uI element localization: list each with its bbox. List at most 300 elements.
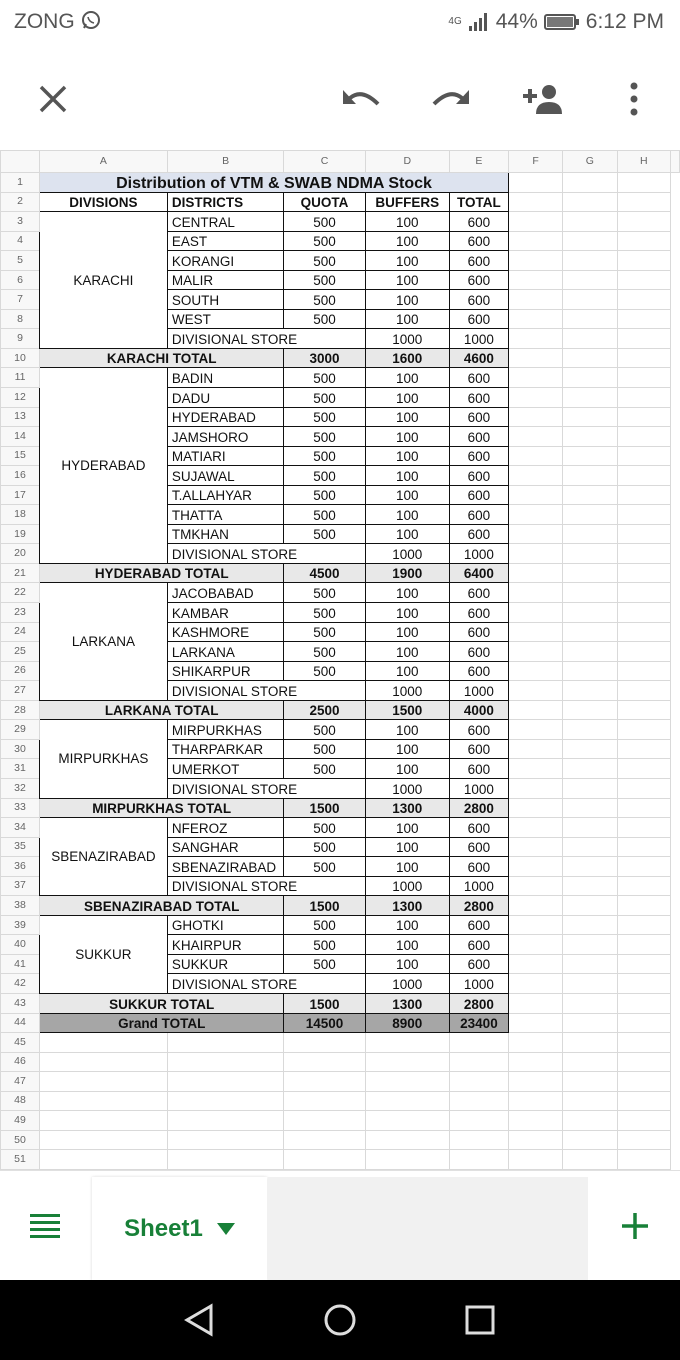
cell[interactable]	[563, 251, 617, 271]
cell[interactable]	[617, 251, 671, 271]
cell[interactable]	[40, 1052, 168, 1072]
cell[interactable]	[617, 720, 671, 740]
buffers-cell[interactable]: 100	[365, 818, 449, 838]
cell[interactable]	[508, 622, 562, 642]
row-number[interactable]: 34	[1, 818, 40, 838]
total-cell[interactable]: 600	[449, 915, 508, 935]
cell[interactable]	[617, 935, 671, 955]
grand-total[interactable]: 23400	[449, 1013, 508, 1033]
quota-cell[interactable]: 500	[284, 603, 365, 623]
cell[interactable]	[508, 231, 562, 251]
cell[interactable]	[563, 1130, 617, 1150]
row-number[interactable]: 18	[1, 505, 40, 525]
row-number[interactable]: 40	[1, 935, 40, 955]
total-cell[interactable]: 600	[449, 466, 508, 486]
total-cell[interactable]: 600	[449, 485, 508, 505]
quota-cell[interactable]: 500	[284, 954, 365, 974]
sheet-title[interactable]: Distribution of VTM & SWAB NDMA Stock	[40, 173, 509, 193]
cell[interactable]	[508, 505, 562, 525]
cell[interactable]	[508, 700, 562, 720]
row-number[interactable]: 4	[1, 231, 40, 251]
cell[interactable]	[617, 583, 671, 603]
cell[interactable]	[167, 1072, 284, 1092]
division-total-label[interactable]: KARACHI TOTAL	[40, 348, 284, 368]
cell[interactable]	[508, 876, 562, 896]
cell[interactable]	[508, 642, 562, 662]
spreadsheet-grid[interactable]	[0, 150, 680, 1170]
total-cell[interactable]: 600	[449, 505, 508, 525]
buffers-cell[interactable]: 100	[365, 857, 449, 877]
buffers-cell[interactable]: 100	[365, 915, 449, 935]
quota-cell[interactable]: 500	[284, 231, 365, 251]
cell[interactable]	[617, 896, 671, 916]
dropdown-arrow-icon[interactable]	[217, 1223, 235, 1235]
cell[interactable]	[563, 642, 617, 662]
cell[interactable]	[617, 1130, 671, 1150]
division-total-label[interactable]: SUKKUR TOTAL	[40, 993, 284, 1013]
cell[interactable]	[617, 212, 671, 232]
cell[interactable]	[508, 1150, 562, 1170]
buffers-cell[interactable]: 100	[365, 309, 449, 329]
cell[interactable]	[508, 544, 562, 564]
column-header[interactable]: H	[617, 151, 671, 173]
cell[interactable]	[563, 388, 617, 408]
district-cell[interactable]: CENTRAL	[167, 212, 284, 232]
cell[interactable]	[563, 583, 617, 603]
total-cell[interactable]: 600	[449, 388, 508, 408]
header-cell[interactable]: TOTAL	[449, 192, 508, 212]
grand-buffers[interactable]: 8900	[365, 1013, 449, 1033]
cell[interactable]	[617, 818, 671, 838]
cell[interactable]	[617, 993, 671, 1013]
cell[interactable]	[563, 935, 617, 955]
row-number[interactable]: 37	[1, 876, 40, 896]
buffers-cell[interactable]: 100	[365, 290, 449, 310]
more-options-button[interactable]	[611, 76, 657, 122]
row-number[interactable]: 21	[1, 563, 40, 583]
cell[interactable]	[563, 974, 617, 994]
cell[interactable]	[508, 739, 562, 759]
cell[interactable]	[563, 1111, 617, 1131]
cell[interactable]	[617, 1013, 671, 1033]
sheets-menu-button[interactable]	[0, 1171, 90, 1281]
cell[interactable]	[508, 329, 562, 349]
cell[interactable]	[508, 583, 562, 603]
row-number[interactable]: 15	[1, 446, 40, 466]
district-cell[interactable]: SUJAWAL	[167, 466, 284, 486]
row-number[interactable]: 14	[1, 427, 40, 447]
buffers-cell[interactable]: 100	[365, 485, 449, 505]
row-number[interactable]: 29	[1, 720, 40, 740]
cell[interactable]	[508, 173, 562, 193]
row-number[interactable]: 35	[1, 837, 40, 857]
buffers-total[interactable]: 1300	[365, 896, 449, 916]
buffers-cell[interactable]: 1000	[365, 876, 449, 896]
cell[interactable]	[617, 290, 671, 310]
quota-total[interactable]: 4500	[284, 563, 365, 583]
quota-total[interactable]: 1500	[284, 896, 365, 916]
quota-cell[interactable]: 500	[284, 583, 365, 603]
cell[interactable]	[365, 1111, 449, 1131]
row-number[interactable]: 47	[1, 1072, 40, 1092]
undo-button[interactable]	[338, 76, 384, 122]
cell[interactable]	[563, 427, 617, 447]
cell[interactable]	[508, 603, 562, 623]
total-cell[interactable]: 600	[449, 251, 508, 271]
cell[interactable]	[617, 915, 671, 935]
row-number[interactable]: 17	[1, 485, 40, 505]
cell[interactable]	[617, 759, 671, 779]
cell[interactable]	[449, 1130, 508, 1150]
cell[interactable]	[508, 759, 562, 779]
cell[interactable]	[508, 348, 562, 368]
column-header[interactable]: A	[40, 151, 168, 173]
buffers-cell[interactable]: 100	[365, 466, 449, 486]
row-number[interactable]: 19	[1, 524, 40, 544]
cell[interactable]	[284, 1091, 365, 1111]
district-cell[interactable]: TMKHAN	[167, 524, 284, 544]
quota-total[interactable]: 2500	[284, 700, 365, 720]
buffers-total[interactable]: 1300	[365, 993, 449, 1013]
cell[interactable]	[508, 388, 562, 408]
row-number[interactable]: 48	[1, 1091, 40, 1111]
cell[interactable]	[508, 837, 562, 857]
district-cell[interactable]: JACOBABAD	[167, 583, 284, 603]
redo-button[interactable]	[428, 76, 474, 122]
division-cell[interactable]: SUKKUR	[40, 915, 168, 993]
quota-cell[interactable]: 500	[284, 270, 365, 290]
quota-cell[interactable]: 500	[284, 290, 365, 310]
column-header[interactable]	[671, 151, 680, 173]
buffers-cell[interactable]: 100	[365, 251, 449, 271]
row-number[interactable]: 28	[1, 700, 40, 720]
cell[interactable]	[508, 896, 562, 916]
cell[interactable]	[563, 603, 617, 623]
row-number[interactable]: 32	[1, 778, 40, 798]
grand-cell-total[interactable]: 4000	[449, 700, 508, 720]
district-cell[interactable]: SUKKUR	[167, 954, 284, 974]
cell[interactable]	[508, 798, 562, 818]
district-cell[interactable]: SBENAZIRABAD	[167, 857, 284, 877]
cell[interactable]	[167, 1033, 284, 1053]
division-total-label[interactable]: MIRPURKHAS TOTAL	[40, 798, 284, 818]
total-cell[interactable]: 600	[449, 427, 508, 447]
cell[interactable]	[508, 681, 562, 701]
row-number[interactable]: 20	[1, 544, 40, 564]
total-cell[interactable]: 600	[449, 603, 508, 623]
cell[interactable]	[563, 466, 617, 486]
cell[interactable]	[284, 1150, 365, 1170]
district-cell[interactable]: MATIARI	[167, 446, 284, 466]
district-cell[interactable]: KHAIRPUR	[167, 935, 284, 955]
cell[interactable]	[449, 1150, 508, 1170]
cell[interactable]	[563, 329, 617, 349]
header-cell[interactable]: DIVISIONS	[40, 192, 168, 212]
buffers-cell[interactable]: 100	[365, 720, 449, 740]
row-number[interactable]: 23	[1, 603, 40, 623]
row-number[interactable]: 46	[1, 1052, 40, 1072]
quota-cell[interactable]: 500	[284, 368, 365, 388]
total-cell[interactable]: 1000	[449, 778, 508, 798]
cell[interactable]	[508, 778, 562, 798]
cell[interactable]	[563, 837, 617, 857]
row-number[interactable]: 5	[1, 251, 40, 271]
cell[interactable]	[617, 603, 671, 623]
row-number[interactable]: 39	[1, 915, 40, 935]
cell[interactable]	[508, 563, 562, 583]
quota-cell[interactable]: 500	[284, 407, 365, 427]
cell[interactable]	[365, 1091, 449, 1111]
cell[interactable]	[508, 212, 562, 232]
buffers-cell[interactable]: 1000	[365, 681, 449, 701]
header-cell[interactable]: DISTRICTS	[167, 192, 284, 212]
cell[interactable]	[167, 1130, 284, 1150]
division-cell[interactable]: KARACHI	[40, 212, 168, 349]
buffers-cell[interactable]: 100	[365, 212, 449, 232]
quota-cell[interactable]: 500	[284, 661, 365, 681]
cell[interactable]	[563, 270, 617, 290]
quota-cell[interactable]: 500	[284, 524, 365, 544]
cell[interactable]	[508, 466, 562, 486]
back-icon[interactable]	[183, 1303, 217, 1337]
buffers-cell[interactable]: 100	[365, 427, 449, 447]
row-number[interactable]: 30	[1, 739, 40, 759]
cell[interactable]	[563, 739, 617, 759]
total-cell[interactable]: 600	[449, 720, 508, 740]
cell[interactable]	[617, 524, 671, 544]
quota-cell[interactable]: 500	[284, 739, 365, 759]
cell[interactable]	[508, 818, 562, 838]
district-cell[interactable]: DIVISIONAL STORE	[167, 778, 365, 798]
buffers-cell[interactable]: 1000	[365, 778, 449, 798]
row-number[interactable]: 45	[1, 1033, 40, 1053]
buffers-cell[interactable]: 100	[365, 837, 449, 857]
cell[interactable]	[617, 1150, 671, 1170]
district-cell[interactable]: GHOTKI	[167, 915, 284, 935]
cell[interactable]	[563, 759, 617, 779]
cell[interactable]	[617, 348, 671, 368]
column-header[interactable]: G	[563, 151, 617, 173]
cell[interactable]	[617, 622, 671, 642]
row-number[interactable]: 51	[1, 1150, 40, 1170]
buffers-cell[interactable]: 100	[365, 739, 449, 759]
total-cell[interactable]: 600	[449, 935, 508, 955]
buffers-cell[interactable]: 100	[365, 524, 449, 544]
cell[interactable]	[563, 954, 617, 974]
row-number[interactable]: 25	[1, 642, 40, 662]
cell[interactable]	[40, 1091, 168, 1111]
total-cell[interactable]: 600	[449, 759, 508, 779]
cell[interactable]	[284, 1072, 365, 1092]
cell[interactable]	[508, 251, 562, 271]
row-number[interactable]: 9	[1, 329, 40, 349]
total-cell[interactable]: 1000	[449, 681, 508, 701]
district-cell[interactable]: LARKANA	[167, 642, 284, 662]
grand-cell-total[interactable]: 2800	[449, 798, 508, 818]
cell[interactable]	[563, 915, 617, 935]
cell[interactable]	[563, 407, 617, 427]
cell[interactable]	[508, 857, 562, 877]
cell[interactable]	[617, 329, 671, 349]
column-header[interactable]: D	[365, 151, 449, 173]
district-cell[interactable]: JAMSHORO	[167, 427, 284, 447]
cell[interactable]	[563, 661, 617, 681]
cell[interactable]	[617, 876, 671, 896]
cell[interactable]	[563, 290, 617, 310]
row-number[interactable]: 27	[1, 681, 40, 701]
row-number[interactable]: 11	[1, 368, 40, 388]
cell[interactable]	[617, 388, 671, 408]
district-cell[interactable]: THARPARKAR	[167, 739, 284, 759]
cell[interactable]	[167, 1111, 284, 1131]
cell[interactable]	[508, 661, 562, 681]
cell[interactable]	[563, 857, 617, 877]
row-number[interactable]: 26	[1, 661, 40, 681]
cell[interactable]	[563, 798, 617, 818]
cell[interactable]	[617, 798, 671, 818]
row-number[interactable]: 42	[1, 974, 40, 994]
cell[interactable]	[563, 700, 617, 720]
grand-quota[interactable]: 14500	[284, 1013, 365, 1033]
cell[interactable]	[508, 1111, 562, 1131]
cell[interactable]	[508, 485, 562, 505]
row-number[interactable]: 33	[1, 798, 40, 818]
cell[interactable]	[365, 1150, 449, 1170]
district-cell[interactable]: NFEROZ	[167, 818, 284, 838]
row-number[interactable]: 3	[1, 212, 40, 232]
buffers-cell[interactable]: 100	[365, 603, 449, 623]
quota-cell[interactable]: 500	[284, 759, 365, 779]
district-cell[interactable]: SHIKARPUR	[167, 661, 284, 681]
total-cell[interactable]: 1000	[449, 329, 508, 349]
cell[interactable]	[508, 407, 562, 427]
cell[interactable]	[617, 739, 671, 759]
cell[interactable]	[508, 915, 562, 935]
cell[interactable]	[563, 681, 617, 701]
cell[interactable]	[617, 661, 671, 681]
cell[interactable]	[563, 993, 617, 1013]
cell[interactable]	[508, 974, 562, 994]
total-cell[interactable]: 1000	[449, 974, 508, 994]
cell[interactable]	[508, 720, 562, 740]
total-cell[interactable]: 600	[449, 212, 508, 232]
row-number[interactable]: 22	[1, 583, 40, 603]
total-cell[interactable]: 600	[449, 407, 508, 427]
cell[interactable]	[365, 1052, 449, 1072]
quota-cell[interactable]: 500	[284, 720, 365, 740]
grand-cell-total[interactable]: 4600	[449, 348, 508, 368]
cell[interactable]	[563, 1052, 617, 1072]
district-cell[interactable]: DIVISIONAL STORE	[167, 876, 365, 896]
cell[interactable]	[508, 935, 562, 955]
total-cell[interactable]: 600	[449, 290, 508, 310]
cell[interactable]	[617, 466, 671, 486]
total-cell[interactable]: 600	[449, 231, 508, 251]
buffers-cell[interactable]: 100	[365, 446, 449, 466]
add-sheet-button[interactable]	[590, 1171, 680, 1281]
district-cell[interactable]: MALIR	[167, 270, 284, 290]
cell[interactable]	[617, 837, 671, 857]
cell[interactable]	[284, 1033, 365, 1053]
row-number[interactable]: 24	[1, 622, 40, 642]
cell[interactable]	[617, 1072, 671, 1092]
cell[interactable]	[617, 270, 671, 290]
row-number[interactable]: 8	[1, 309, 40, 329]
buffers-cell[interactable]: 100	[365, 642, 449, 662]
cell[interactable]	[617, 778, 671, 798]
cell[interactable]	[563, 192, 617, 212]
division-cell[interactable]: HYDERABAD	[40, 368, 168, 563]
buffers-cell[interactable]: 100	[365, 583, 449, 603]
cell[interactable]	[563, 1033, 617, 1053]
grand-cell-total[interactable]: 6400	[449, 563, 508, 583]
district-cell[interactable]: T.ALLAHYAR	[167, 485, 284, 505]
division-cell[interactable]: LARKANA	[40, 583, 168, 700]
buffers-cell[interactable]: 1000	[365, 329, 449, 349]
quota-cell[interactable]: 500	[284, 485, 365, 505]
cell[interactable]	[563, 173, 617, 193]
division-cell[interactable]: MIRPURKHAS	[40, 720, 168, 798]
cell[interactable]	[365, 1033, 449, 1053]
total-cell[interactable]: 600	[449, 622, 508, 642]
quota-total[interactable]: 1500	[284, 798, 365, 818]
division-total-label[interactable]: LARKANA TOTAL	[40, 700, 284, 720]
cell[interactable]	[508, 993, 562, 1013]
grand-cell-total[interactable]: 2800	[449, 993, 508, 1013]
row-number[interactable]: 13	[1, 407, 40, 427]
cell[interactable]	[167, 1052, 284, 1072]
district-cell[interactable]: KAMBAR	[167, 603, 284, 623]
cell[interactable]	[617, 505, 671, 525]
cell[interactable]	[563, 446, 617, 466]
cell[interactable]	[563, 622, 617, 642]
buffers-cell[interactable]: 100	[365, 231, 449, 251]
row-number[interactable]: 36	[1, 857, 40, 877]
column-header[interactable]: E	[449, 151, 508, 173]
cell[interactable]	[563, 309, 617, 329]
cell[interactable]	[617, 954, 671, 974]
cell[interactable]	[508, 427, 562, 447]
row-number[interactable]: 50	[1, 1130, 40, 1150]
cell[interactable]	[508, 270, 562, 290]
district-cell[interactable]: DIVISIONAL STORE	[167, 329, 365, 349]
cell[interactable]	[508, 368, 562, 388]
cell[interactable]	[40, 1033, 168, 1053]
total-cell[interactable]: 600	[449, 270, 508, 290]
buffers-cell[interactable]: 100	[365, 407, 449, 427]
quota-cell[interactable]: 500	[284, 935, 365, 955]
cell[interactable]	[508, 1052, 562, 1072]
quota-cell[interactable]: 500	[284, 915, 365, 935]
cell[interactable]	[563, 368, 617, 388]
buffers-cell[interactable]: 1000	[365, 974, 449, 994]
cell[interactable]	[508, 1072, 562, 1092]
cell[interactable]	[563, 544, 617, 564]
cell[interactable]	[449, 1052, 508, 1072]
column-header[interactable]: B	[167, 151, 284, 173]
total-cell[interactable]: 600	[449, 661, 508, 681]
total-cell[interactable]: 600	[449, 446, 508, 466]
cell[interactable]	[449, 1033, 508, 1053]
total-cell[interactable]: 600	[449, 642, 508, 662]
row-number[interactable]: 43	[1, 993, 40, 1013]
cell[interactable]	[508, 954, 562, 974]
cell[interactable]	[617, 1111, 671, 1131]
cell[interactable]	[508, 290, 562, 310]
cell[interactable]	[617, 446, 671, 466]
quota-cell[interactable]: 500	[284, 251, 365, 271]
total-cell[interactable]: 600	[449, 818, 508, 838]
